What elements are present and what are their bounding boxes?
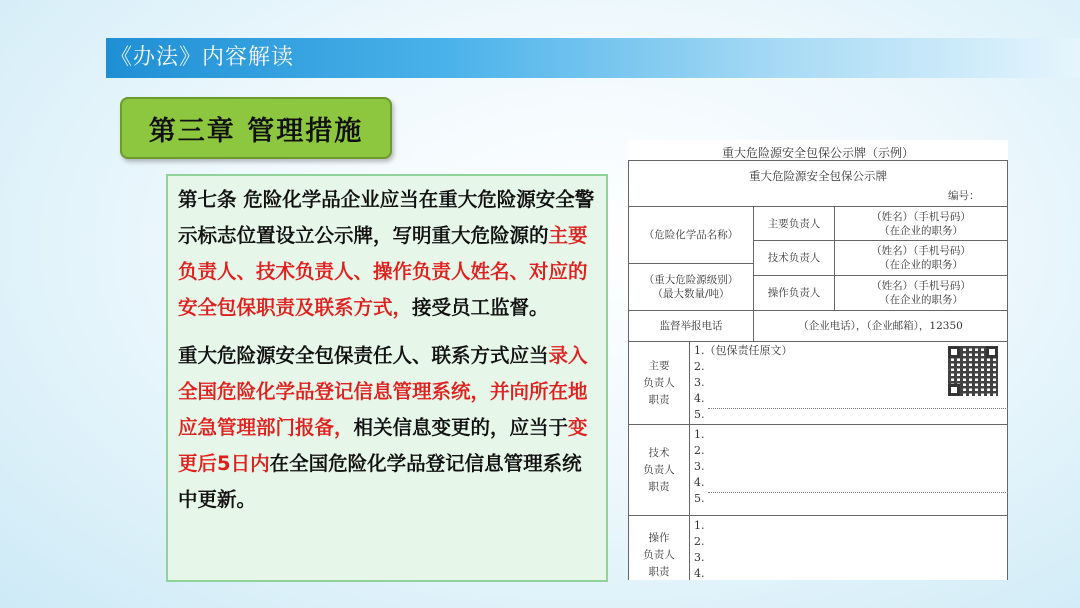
body-text: 接受员工监督。: [412, 296, 549, 319]
contact-position: （在企业的职务）: [879, 224, 963, 237]
supervise-value-cell: [753, 310, 1008, 342]
duty-line: 4.: [694, 392, 705, 405]
body-text: 相关信息变更的，应当于: [353, 416, 569, 439]
contact-name-phone: （姓名）（手机号码）: [871, 280, 971, 292]
body-text: 在全国危险化学品登记信息管理系统中更新。: [178, 452, 582, 511]
qr-finder: [948, 384, 960, 396]
duty-line: 1.: [694, 519, 705, 532]
supervise-label: 监督举报电话: [659, 320, 723, 332]
highlight-text: 主要负责人、技术负责人、操作负责人姓名、对应的安全包保职责及联系方式，: [178, 224, 588, 319]
duty-line: 4.: [694, 476, 705, 489]
article-paragraph-1: [178, 182, 596, 326]
dotted-line: [708, 492, 1008, 493]
role-op-cell: [753, 275, 835, 311]
level-cell: [628, 263, 754, 311]
chem-name-text: （危险化学品名称）: [643, 229, 739, 241]
chem-name-cell: [628, 206, 754, 264]
duty-line: 3.: [694, 551, 705, 564]
contact-tech-cell: [834, 240, 1008, 276]
duty-line: 4.: [694, 567, 705, 580]
duty-label-main-cell: [628, 341, 690, 425]
qr-code-icon: [948, 346, 998, 396]
duty-label-op: 操作 负责人 职责: [643, 531, 675, 578]
level-line-1: （重大危险源级别）: [643, 274, 739, 286]
highlight-text: 录入全国危险化学品登记信息管理系统，并向所在地应急管理部门报备，: [178, 344, 588, 439]
duty-lines-tech: [694, 427, 705, 507]
serial-label: 编号：: [948, 190, 980, 202]
contact-name-phone: （姓名）（手机号码）: [871, 210, 971, 223]
contact-position: （在企业的职务）: [879, 294, 963, 306]
duty-label-tech-cell: [628, 424, 690, 516]
contact-main-cell: [834, 206, 1008, 241]
qr-finder: [986, 346, 998, 358]
duty-line: 2.: [694, 360, 705, 373]
body-text: 重大危险源安全包保责任人、联系方式应当: [178, 344, 549, 367]
role-main: 主要负责人: [767, 217, 821, 230]
contact-op-cell: [834, 275, 1008, 311]
duty-line: 5.: [694, 492, 705, 505]
duty-line: 3.: [694, 460, 705, 473]
contact-position: （在企业的职务）: [879, 259, 963, 271]
highlight-text: 变更后5日内: [178, 416, 588, 475]
role-tech: 技术负责人: [767, 252, 821, 264]
duty-lines-op-cell: [689, 515, 1008, 580]
duty-label-tech: 技术 负责人 职责: [643, 446, 675, 493]
notice-board-sample: [628, 140, 1008, 580]
contact-name-phone: （姓名）（手机号码）: [871, 245, 971, 257]
page-title: 《办法》内容解读: [110, 45, 295, 70]
supervise-value: （企业电话），（企业邮箱），12350: [798, 320, 963, 332]
chapter-label: 第三章 管理措施: [120, 97, 392, 159]
supervise-label-cell: [628, 310, 754, 342]
duty-line: 5.: [694, 408, 705, 421]
duty-line: 1.（包保责任原文）: [694, 344, 793, 357]
form-caption: 重大危险源安全包保公示牌（示例）: [721, 146, 914, 160]
duty-lines-op: [694, 518, 705, 580]
body-text: 第七条 危险化学品企业应当在重大危险源安全警示标志位置设立公示牌，写明重大危险源的: [178, 188, 595, 247]
duty-line: 2.: [694, 444, 705, 457]
role-tech-cell: [753, 240, 835, 276]
duty-line: 3.: [694, 376, 705, 389]
role-op: 操作负责人: [767, 287, 821, 299]
role-main-cell: [753, 206, 835, 241]
article-paragraph-2: [178, 338, 596, 518]
level-line-2: （最大数量/吨）: [652, 288, 730, 300]
duty-lines-main: [694, 343, 793, 423]
duty-lines-tech-cell: [689, 424, 1008, 516]
qr-finder: [948, 346, 960, 358]
duty-label-op-cell: [628, 515, 690, 580]
board-title: 重大危险源安全包保公示牌: [749, 169, 887, 183]
duty-line: 1.: [694, 428, 705, 441]
duty-line: 2.: [694, 535, 705, 548]
article-text-box: [166, 174, 608, 582]
dotted-line: [708, 408, 1008, 409]
duty-label-main: 主要 负责人 职责: [643, 359, 675, 406]
